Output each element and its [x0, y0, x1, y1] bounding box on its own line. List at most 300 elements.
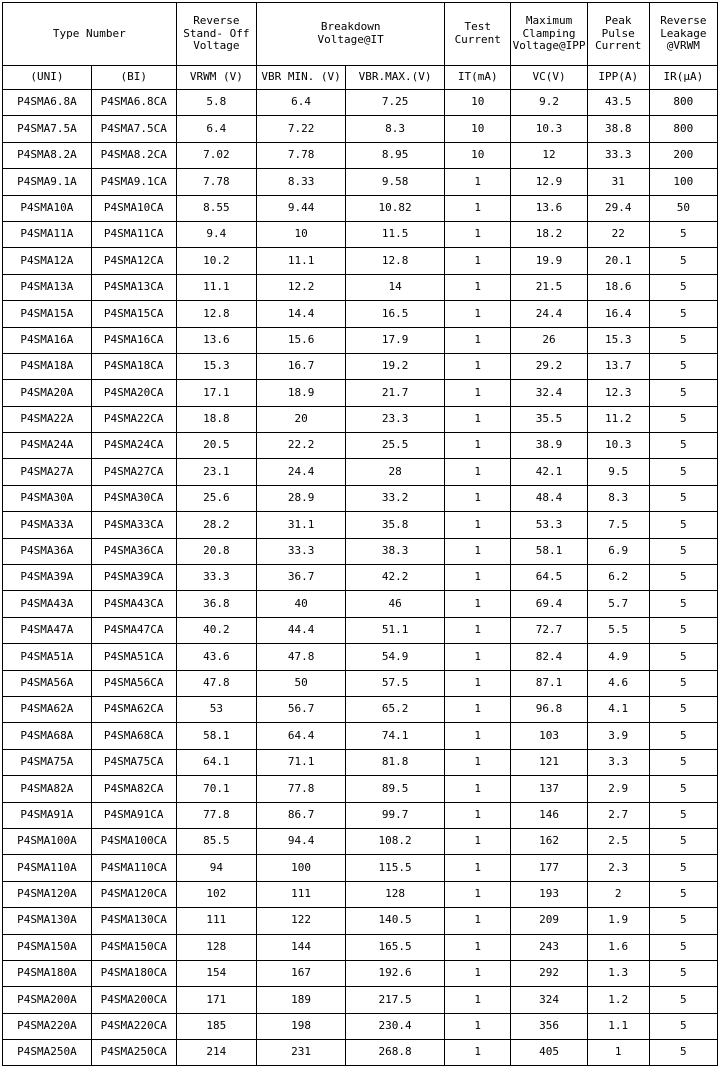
- cell-uni: P4SMA10A: [3, 195, 92, 221]
- cell-ir: 5: [649, 591, 717, 617]
- header-breakdown-line-2: Voltage@IT: [317, 33, 384, 46]
- table-row: [3, 459, 718, 485]
- cell-ipp: 12.3: [587, 380, 649, 406]
- cell-vbr-min: 167: [257, 960, 346, 986]
- header-test-current-line-1: Test: [464, 20, 491, 34]
- cell-vc: 42.1: [511, 459, 587, 485]
- cell-uni: P4SMA200A: [3, 987, 92, 1013]
- cell-bi: P4SMA8.2CA: [91, 142, 176, 168]
- cell-vbr-min: 9.44: [257, 195, 346, 221]
- header-reverse-standoff-line-3: Voltage: [193, 39, 240, 53]
- cell-ir: 5: [649, 1013, 717, 1039]
- cell-it: 1: [445, 512, 511, 538]
- cell-vbr-min: 6.4: [257, 90, 346, 116]
- header-breakdown-line-1: Breakdown: [320, 20, 381, 34]
- cell-bi: P4SMA110CA: [91, 855, 176, 881]
- cell-ir: 5: [649, 301, 717, 327]
- header-breakdown-voltage: [257, 3, 445, 66]
- cell-ir: 50: [649, 195, 717, 221]
- cell-it: 10: [445, 116, 511, 142]
- cell-ipp: 2: [587, 881, 649, 907]
- cell-bi: P4SMA68CA: [91, 723, 176, 749]
- cell-ipp: 4.6: [587, 670, 649, 696]
- cell-vbr-min: 14.4: [257, 301, 346, 327]
- table-body: [3, 90, 718, 1066]
- cell-it: 1: [445, 353, 511, 379]
- table-row: [3, 485, 718, 511]
- cell-vbr-min: 28.9: [257, 485, 346, 511]
- cell-bi: P4SMA6.8CA: [91, 90, 176, 116]
- cell-it: 1: [445, 749, 511, 775]
- subheader-vbr-max: VBR.MAX.(V): [346, 66, 445, 90]
- cell-vbr-min: 189: [257, 987, 346, 1013]
- cell-bi: P4SMA47CA: [91, 617, 176, 643]
- subheader-bi: (BI): [91, 66, 176, 90]
- table-row: [3, 960, 718, 986]
- cell-vbr-max: 192.6: [346, 960, 445, 986]
- cell-vbr-min: 40: [257, 591, 346, 617]
- cell-vc: 35.5: [511, 406, 587, 432]
- cell-vc: 405: [511, 1040, 587, 1066]
- cell-vbr-min: 71.1: [257, 749, 346, 775]
- cell-ir: 5: [649, 670, 717, 696]
- cell-vc: 58.1: [511, 538, 587, 564]
- cell-ir: 5: [649, 881, 717, 907]
- cell-ipp: 6.2: [587, 565, 649, 591]
- cell-ir: 200: [649, 142, 717, 168]
- cell-ipp: 31: [587, 169, 649, 195]
- cell-vbr-max: 165.5: [346, 934, 445, 960]
- cell-vc: 32.4: [511, 380, 587, 406]
- table-row: [3, 881, 718, 907]
- cell-uni: P4SMA47A: [3, 617, 92, 643]
- cell-vbr-min: 144: [257, 934, 346, 960]
- table-row: [3, 380, 718, 406]
- cell-vrwm: 128: [176, 934, 257, 960]
- cell-vc: 177: [511, 855, 587, 881]
- cell-it: 1: [445, 485, 511, 511]
- cell-ir: 5: [649, 459, 717, 485]
- cell-vrwm: 58.1: [176, 723, 257, 749]
- cell-uni: P4SMA130A: [3, 908, 92, 934]
- cell-vbr-min: 31.1: [257, 512, 346, 538]
- table-row: [3, 327, 718, 353]
- cell-vbr-max: 23.3: [346, 406, 445, 432]
- cell-vrwm: 77.8: [176, 802, 257, 828]
- cell-bi: P4SMA36CA: [91, 538, 176, 564]
- subheader-vrwm: VRWM (V): [176, 66, 257, 90]
- cell-uni: P4SMA39A: [3, 565, 92, 591]
- cell-bi: P4SMA150CA: [91, 934, 176, 960]
- cell-vbr-min: 36.7: [257, 565, 346, 591]
- cell-vbr-max: 128: [346, 881, 445, 907]
- cell-ipp: 1.3: [587, 960, 649, 986]
- cell-vbr-min: 56.7: [257, 696, 346, 722]
- table-row: [3, 195, 718, 221]
- cell-it: 1: [445, 723, 511, 749]
- cell-it: 1: [445, 908, 511, 934]
- cell-ir: 800: [649, 90, 717, 116]
- cell-ipp: 1: [587, 1040, 649, 1066]
- cell-vrwm: 53: [176, 696, 257, 722]
- cell-uni: P4SMA68A: [3, 723, 92, 749]
- header-test-current: [445, 3, 511, 66]
- cell-uni: P4SMA22A: [3, 406, 92, 432]
- cell-vrwm: 23.1: [176, 459, 257, 485]
- cell-vbr-max: 230.4: [346, 1013, 445, 1039]
- cell-vbr-max: 217.5: [346, 987, 445, 1013]
- cell-vrwm: 214: [176, 1040, 257, 1066]
- cell-ir: 5: [649, 960, 717, 986]
- cell-it: 1: [445, 987, 511, 1013]
- cell-vbr-max: 7.25: [346, 90, 445, 116]
- cell-ipp: 29.4: [587, 195, 649, 221]
- cell-ir: 5: [649, 248, 717, 274]
- header-reverse-standoff-voltage: [176, 3, 257, 66]
- cell-it: 1: [445, 855, 511, 881]
- cell-ir: 5: [649, 987, 717, 1013]
- cell-vbr-min: 100: [257, 855, 346, 881]
- table-row: [3, 142, 718, 168]
- cell-vbr-min: 77.8: [257, 776, 346, 802]
- cell-ir: 5: [649, 723, 717, 749]
- table-row: [3, 802, 718, 828]
- cell-it: 1: [445, 459, 511, 485]
- cell-vbr-max: 108.2: [346, 828, 445, 854]
- cell-ir: 5: [649, 908, 717, 934]
- cell-vrwm: 7.78: [176, 169, 257, 195]
- cell-it: 1: [445, 670, 511, 696]
- cell-vbr-max: 140.5: [346, 908, 445, 934]
- cell-ipp: 7.5: [587, 512, 649, 538]
- table-header: [3, 3, 718, 90]
- cell-uni: P4SMA11A: [3, 221, 92, 247]
- cell-bi: P4SMA91CA: [91, 802, 176, 828]
- cell-vbr-max: 19.2: [346, 353, 445, 379]
- cell-it: 1: [445, 1040, 511, 1066]
- cell-ir: 5: [649, 538, 717, 564]
- cell-bi: P4SMA13CA: [91, 274, 176, 300]
- table-row: [3, 696, 718, 722]
- cell-bi: P4SMA24CA: [91, 433, 176, 459]
- cell-ipp: 4.9: [587, 644, 649, 670]
- table-row: [3, 776, 718, 802]
- cell-it: 10: [445, 142, 511, 168]
- cell-vbr-max: 33.2: [346, 485, 445, 511]
- cell-ipp: 11.2: [587, 406, 649, 432]
- cell-vbr-max: 11.5: [346, 221, 445, 247]
- cell-vbr-max: 65.2: [346, 696, 445, 722]
- table-row: [3, 617, 718, 643]
- subheader-ir: IR(μA): [649, 66, 717, 90]
- cell-vbr-max: 57.5: [346, 670, 445, 696]
- header-leakage-line-3: @VRWM: [666, 39, 700, 53]
- cell-uni: P4SMA75A: [3, 749, 92, 775]
- table-row: [3, 353, 718, 379]
- cell-vbr-max: 9.58: [346, 169, 445, 195]
- cell-ipp: 2.9: [587, 776, 649, 802]
- cell-uni: P4SMA150A: [3, 934, 92, 960]
- cell-vbr-min: 11.1: [257, 248, 346, 274]
- cell-bi: P4SMA27CA: [91, 459, 176, 485]
- cell-vbr-min: 231: [257, 1040, 346, 1066]
- cell-uni: P4SMA8.2A: [3, 142, 92, 168]
- cell-vrwm: 9.4: [176, 221, 257, 247]
- header-reverse-standoff-line-1: Reverse: [193, 14, 240, 28]
- cell-bi: P4SMA16CA: [91, 327, 176, 353]
- cell-vbr-max: 115.5: [346, 855, 445, 881]
- cell-bi: P4SMA12CA: [91, 248, 176, 274]
- cell-vc: 146: [511, 802, 587, 828]
- cell-uni: P4SMA20A: [3, 380, 92, 406]
- cell-ipp: 33.3: [587, 142, 649, 168]
- cell-uni: P4SMA6.8A: [3, 90, 92, 116]
- cell-ipp: 9.5: [587, 459, 649, 485]
- cell-vrwm: 12.8: [176, 301, 257, 327]
- table-row: [3, 644, 718, 670]
- cell-vc: 10.3: [511, 116, 587, 142]
- cell-uni: P4SMA56A: [3, 670, 92, 696]
- cell-vbr-min: 50: [257, 670, 346, 696]
- cell-vc: 38.9: [511, 433, 587, 459]
- cell-bi: P4SMA120CA: [91, 881, 176, 907]
- cell-ipp: 8.3: [587, 485, 649, 511]
- cell-vbr-min: 15.6: [257, 327, 346, 353]
- table-row: [3, 987, 718, 1013]
- cell-it: 1: [445, 644, 511, 670]
- cell-vbr-max: 51.1: [346, 617, 445, 643]
- cell-ir: 5: [649, 776, 717, 802]
- cell-ir: 5: [649, 1040, 717, 1066]
- cell-vrwm: 6.4: [176, 116, 257, 142]
- cell-vbr-max: 268.8: [346, 1040, 445, 1066]
- cell-ir: 5: [649, 696, 717, 722]
- cell-it: 1: [445, 1013, 511, 1039]
- cell-vbr-min: 44.4: [257, 617, 346, 643]
- cell-bi: P4SMA130CA: [91, 908, 176, 934]
- cell-uni: P4SMA12A: [3, 248, 92, 274]
- header-reverse-standoff-line-2: Stand- Off: [183, 26, 250, 40]
- subheader-uni: (UNI): [3, 66, 92, 90]
- header-peak-pulse-line-2: Pulse: [601, 26, 635, 40]
- header-peak-pulse-line-1: Peak: [604, 14, 632, 28]
- cell-vbr-min: 18.9: [257, 380, 346, 406]
- cell-ipp: 5.7: [587, 591, 649, 617]
- cell-vc: 162: [511, 828, 587, 854]
- cell-bi: P4SMA43CA: [91, 591, 176, 617]
- cell-vc: 26: [511, 327, 587, 353]
- cell-vc: 243: [511, 934, 587, 960]
- table-row: [3, 301, 718, 327]
- cell-vbr-max: 38.3: [346, 538, 445, 564]
- table-row: [3, 274, 718, 300]
- cell-vbr-max: 21.7: [346, 380, 445, 406]
- cell-ir: 5: [649, 433, 717, 459]
- cell-vc: 18.2: [511, 221, 587, 247]
- cell-vrwm: 25.6: [176, 485, 257, 511]
- cell-ipp: 22: [587, 221, 649, 247]
- cell-uni: P4SMA100A: [3, 828, 92, 854]
- cell-vbr-max: 54.9: [346, 644, 445, 670]
- cell-bi: P4SMA39CA: [91, 565, 176, 591]
- cell-it: 1: [445, 433, 511, 459]
- cell-bi: P4SMA220CA: [91, 1013, 176, 1039]
- cell-ir: 5: [649, 327, 717, 353]
- cell-ipp: 2.7: [587, 802, 649, 828]
- cell-uni: P4SMA82A: [3, 776, 92, 802]
- cell-vrwm: 36.8: [176, 591, 257, 617]
- cell-ir: 5: [649, 274, 717, 300]
- cell-vc: 82.4: [511, 644, 587, 670]
- cell-it: 1: [445, 881, 511, 907]
- table-row: [3, 538, 718, 564]
- cell-ipp: 43.5: [587, 90, 649, 116]
- cell-vc: 48.4: [511, 485, 587, 511]
- header-clamping-line-2: Clamping: [522, 26, 576, 40]
- cell-vbr-min: 10: [257, 221, 346, 247]
- cell-vrwm: 64.1: [176, 749, 257, 775]
- cell-vc: 87.1: [511, 670, 587, 696]
- cell-ipp: 5.5: [587, 617, 649, 643]
- cell-ir: 5: [649, 406, 717, 432]
- cell-vbr-min: 12.2: [257, 274, 346, 300]
- cell-vbr-max: 28: [346, 459, 445, 485]
- header-units-row: [3, 66, 718, 90]
- cell-it: 1: [445, 248, 511, 274]
- cell-uni: P4SMA36A: [3, 538, 92, 564]
- cell-ir: 5: [649, 485, 717, 511]
- cell-ir: 5: [649, 749, 717, 775]
- cell-ipp: 6.9: [587, 538, 649, 564]
- cell-bi: P4SMA30CA: [91, 485, 176, 511]
- cell-uni: P4SMA120A: [3, 881, 92, 907]
- cell-vbr-min: 7.78: [257, 142, 346, 168]
- cell-vrwm: 154: [176, 960, 257, 986]
- cell-vbr-min: 94.4: [257, 828, 346, 854]
- header-test-current-line-2: Current: [454, 33, 501, 46]
- cell-vbr-min: 47.8: [257, 644, 346, 670]
- cell-vrwm: 20.8: [176, 538, 257, 564]
- cell-ipp: 16.4: [587, 301, 649, 327]
- cell-bi: P4SMA22CA: [91, 406, 176, 432]
- cell-ipp: 3.3: [587, 749, 649, 775]
- table-row: [3, 116, 718, 142]
- cell-vrwm: 17.1: [176, 380, 257, 406]
- cell-it: 1: [445, 828, 511, 854]
- cell-vbr-max: 25.5: [346, 433, 445, 459]
- cell-it: 1: [445, 406, 511, 432]
- cell-vrwm: 85.5: [176, 828, 257, 854]
- cell-vrwm: 13.6: [176, 327, 257, 353]
- cell-uni: P4SMA13A: [3, 274, 92, 300]
- cell-it: 10: [445, 90, 511, 116]
- cell-uni: P4SMA43A: [3, 591, 92, 617]
- cell-bi: P4SMA7.5CA: [91, 116, 176, 142]
- header-max-clamping-voltage: [511, 3, 587, 66]
- cell-it: 1: [445, 934, 511, 960]
- cell-vc: 19.9: [511, 248, 587, 274]
- table-row: [3, 749, 718, 775]
- cell-ipp: 10.3: [587, 433, 649, 459]
- cell-vrwm: 70.1: [176, 776, 257, 802]
- cell-vc: 103: [511, 723, 587, 749]
- cell-it: 1: [445, 960, 511, 986]
- cell-vbr-max: 89.5: [346, 776, 445, 802]
- cell-bi: P4SMA75CA: [91, 749, 176, 775]
- cell-ir: 5: [649, 644, 717, 670]
- cell-bi: P4SMA56CA: [91, 670, 176, 696]
- cell-it: 1: [445, 274, 511, 300]
- cell-bi: P4SMA18CA: [91, 353, 176, 379]
- cell-vbr-max: 35.8: [346, 512, 445, 538]
- cell-vc: 24.4: [511, 301, 587, 327]
- cell-vc: 324: [511, 987, 587, 1013]
- subheader-vbr-min: VBR MIN. (V): [257, 66, 346, 90]
- subheader-vc: VC(V): [511, 66, 587, 90]
- cell-ir: 800: [649, 116, 717, 142]
- cell-uni: P4SMA62A: [3, 696, 92, 722]
- table-row: [3, 433, 718, 459]
- cell-vrwm: 20.5: [176, 433, 257, 459]
- cell-vrwm: 28.2: [176, 512, 257, 538]
- cell-vrwm: 185: [176, 1013, 257, 1039]
- cell-vc: 72.7: [511, 617, 587, 643]
- cell-ipp: 13.7: [587, 353, 649, 379]
- cell-ipp: 1.6: [587, 934, 649, 960]
- cell-vrwm: 15.3: [176, 353, 257, 379]
- cell-ipp: 4.1: [587, 696, 649, 722]
- cell-it: 1: [445, 591, 511, 617]
- cell-uni: P4SMA9.1A: [3, 169, 92, 195]
- cell-bi: P4SMA100CA: [91, 828, 176, 854]
- cell-vbr-min: 16.7: [257, 353, 346, 379]
- subheader-ipp: IPP(A): [587, 66, 649, 90]
- cell-bi: P4SMA9.1CA: [91, 169, 176, 195]
- cell-vbr-max: 42.2: [346, 565, 445, 591]
- table-row: [3, 828, 718, 854]
- cell-vrwm: 5.8: [176, 90, 257, 116]
- table-row: [3, 221, 718, 247]
- cell-vbr-max: 81.8: [346, 749, 445, 775]
- cell-vc: 29.2: [511, 353, 587, 379]
- table-row: [3, 855, 718, 881]
- cell-bi: P4SMA200CA: [91, 987, 176, 1013]
- cell-bi: P4SMA51CA: [91, 644, 176, 670]
- table-row: [3, 908, 718, 934]
- cell-bi: P4SMA33CA: [91, 512, 176, 538]
- cell-vbr-min: 64.4: [257, 723, 346, 749]
- cell-uni: P4SMA110A: [3, 855, 92, 881]
- cell-vrwm: 11.1: [176, 274, 257, 300]
- cell-vrwm: 43.6: [176, 644, 257, 670]
- cell-ipp: 38.8: [587, 116, 649, 142]
- table-row: [3, 591, 718, 617]
- cell-vbr-min: 24.4: [257, 459, 346, 485]
- cell-bi: P4SMA15CA: [91, 301, 176, 327]
- header-clamping-line-1: Maximum: [525, 14, 573, 28]
- cell-uni: P4SMA27A: [3, 459, 92, 485]
- cell-uni: P4SMA91A: [3, 802, 92, 828]
- cell-uni: P4SMA33A: [3, 512, 92, 538]
- cell-it: 1: [445, 169, 511, 195]
- cell-ipp: 3.9: [587, 723, 649, 749]
- cell-vrwm: 40.2: [176, 617, 257, 643]
- header-leakage-line-1: Reverse: [660, 14, 707, 28]
- table-row: [3, 169, 718, 195]
- cell-uni: P4SMA16A: [3, 327, 92, 353]
- cell-vc: 12: [511, 142, 587, 168]
- cell-ir: 5: [649, 934, 717, 960]
